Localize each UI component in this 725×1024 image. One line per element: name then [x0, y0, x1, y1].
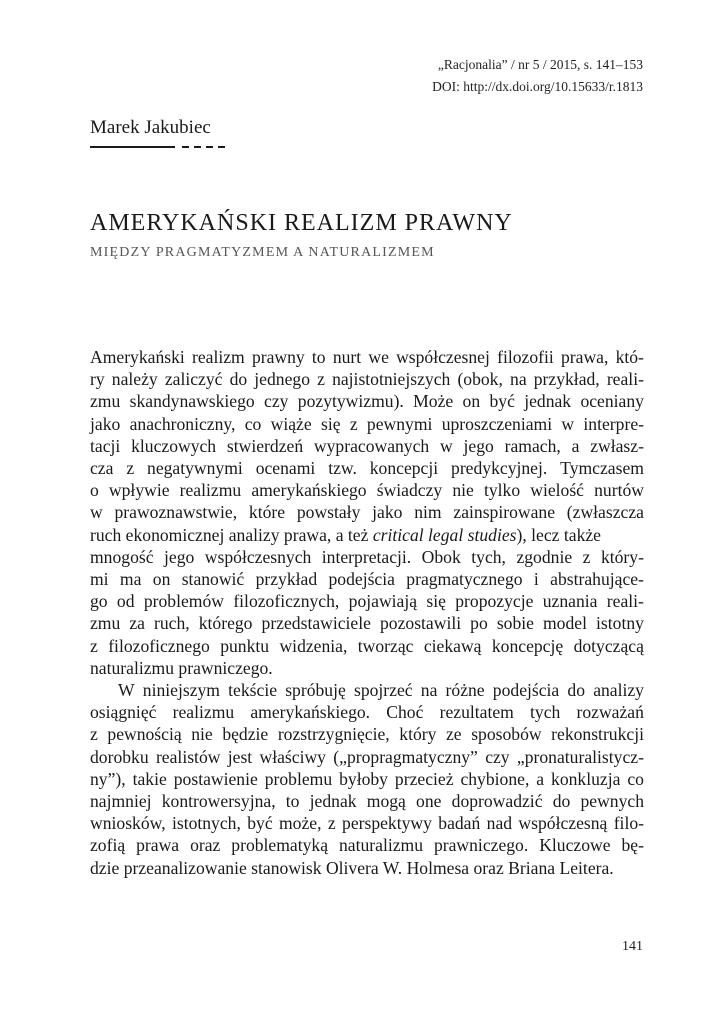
word: to	[285, 791, 300, 812]
word: filozofii	[497, 347, 554, 367]
body-line	[90, 746, 644, 768]
word: do	[229, 369, 248, 390]
word: wpływie	[108, 480, 170, 501]
word: który-	[600, 546, 644, 567]
word: filozoficznego	[108, 635, 210, 656]
word: jest	[227, 746, 253, 767]
word: kontrowersyjna,	[161, 791, 276, 812]
article-title: AMERYKAŃSKI REALIZM PRAWNY	[90, 210, 513, 236]
article-body	[90, 346, 644, 879]
word: jednak	[309, 791, 357, 812]
word: na	[420, 680, 438, 701]
word: punktu	[220, 635, 270, 656]
word: najmniej	[90, 791, 152, 812]
article-subtitle: MIĘDZY PRAGMATYZMEM A NATURALIZMEM	[90, 245, 435, 260]
word: problemu	[264, 768, 333, 789]
word: Może	[413, 391, 454, 412]
word: różne	[445, 680, 485, 701]
body-line	[90, 723, 644, 745]
body-line	[90, 812, 644, 834]
word: świadczy	[376, 480, 443, 501]
rule-solid	[90, 146, 175, 148]
word: widzenia,	[279, 635, 348, 656]
word: dorobku	[90, 746, 149, 767]
rule-dash	[218, 146, 225, 148]
word: nad	[486, 813, 513, 834]
word: nie	[452, 480, 474, 501]
body-line	[90, 768, 644, 790]
word: jako	[90, 413, 121, 434]
word: może,	[278, 813, 322, 834]
body-line	[90, 612, 644, 634]
word: mnogość	[90, 546, 154, 567]
word: być	[247, 813, 273, 834]
word: w	[90, 502, 103, 523]
page-number: 141	[622, 939, 643, 954]
word: (zwłaszcza	[566, 502, 644, 523]
word: Kluczowe	[539, 835, 611, 856]
word: pewnością	[107, 724, 182, 745]
word: ocenami	[255, 458, 316, 479]
word: zmu	[90, 391, 121, 412]
word: wiąże	[270, 413, 312, 434]
body-line	[90, 479, 644, 501]
body-line	[90, 568, 644, 590]
word: tekście	[228, 680, 278, 701]
body-line	[90, 834, 644, 856]
body-line	[90, 435, 644, 457]
word: tych	[530, 702, 561, 723]
word: stanowić	[181, 569, 245, 590]
word: należy	[111, 369, 158, 390]
body-text: ), lecz także	[516, 524, 601, 545]
word: podejścia	[328, 569, 395, 590]
word: perspektywy	[342, 813, 432, 834]
word: tylko	[483, 480, 521, 501]
word: doprowadzić	[451, 791, 543, 812]
word: koncepcji	[369, 458, 439, 479]
word: predykcyjnej.	[451, 458, 548, 479]
word: czy	[264, 391, 289, 412]
word: cza	[90, 458, 114, 479]
word: on	[462, 391, 481, 412]
word: realistów	[155, 746, 221, 767]
word: współczesną	[518, 813, 608, 834]
word: tworząc	[357, 635, 414, 656]
body-text: ruch ekonomicznej analizy prawa, a też	[90, 524, 373, 545]
word: istotny	[596, 613, 644, 634]
word: pewnych	[580, 791, 644, 812]
word: mi	[90, 569, 109, 590]
word: wielość	[530, 480, 584, 501]
word: wniosków,	[90, 813, 166, 834]
word: realizmu	[172, 702, 235, 723]
word: z	[349, 413, 358, 434]
word: współczesnych	[204, 546, 312, 567]
word: z	[126, 458, 135, 479]
word: a	[536, 768, 545, 789]
word: abstrahujące-	[550, 569, 644, 590]
citation-header	[432, 54, 643, 98]
word: uznania	[542, 591, 598, 612]
word: filozoficznych,	[233, 591, 340, 612]
word: sobie	[496, 613, 534, 634]
word: reali-	[606, 369, 644, 390]
word: które	[248, 502, 286, 523]
body-line	[90, 635, 644, 657]
word: badań	[438, 813, 481, 834]
word: oraz	[190, 835, 221, 856]
word: a	[571, 435, 580, 456]
word: problematyką	[231, 835, 329, 856]
word: realizmu	[179, 480, 242, 501]
word: „pronaturalistycz-	[516, 746, 644, 767]
word: reali-	[606, 591, 644, 612]
word: jednego	[254, 369, 310, 390]
word: pewnymi	[366, 413, 433, 434]
word: zmu	[90, 613, 121, 634]
rule-dash	[206, 146, 213, 148]
word: osiągnięć	[90, 702, 157, 723]
word: podejścia	[492, 680, 560, 701]
word: ze	[445, 724, 462, 745]
word: interpre-	[583, 413, 644, 434]
word: się	[426, 591, 446, 612]
body-line	[90, 790, 644, 812]
body-line	[90, 501, 644, 523]
word: amerykańskiego.	[250, 702, 371, 723]
word: do	[552, 791, 571, 812]
word: o	[90, 480, 99, 501]
doi-line: DOI: http://dx.doi.org/10.15633/r.1813	[432, 79, 643, 94]
word: anachroniczny,	[129, 413, 236, 434]
word: dotyczącą	[573, 635, 644, 656]
word: za	[129, 613, 145, 634]
word: we	[368, 347, 389, 367]
word: którego	[198, 613, 253, 634]
body-line	[90, 413, 644, 435]
word: rezultatem	[439, 702, 514, 723]
word: w	[561, 413, 575, 434]
word: Amerykański	[90, 347, 185, 367]
word: prawa,	[560, 347, 609, 367]
word: interpretacji.	[321, 546, 412, 567]
word: (obok,	[457, 369, 503, 390]
word: spróbuję	[285, 680, 346, 701]
word: koncepcję	[491, 635, 564, 656]
body-line: dzie przeanalizowanie stanowisk Olivera W. Holmesa oraz Briana Leitera.	[90, 857, 614, 878]
word: nie	[191, 724, 213, 745]
word: Choć	[386, 702, 424, 723]
word: się	[320, 413, 341, 434]
body-line	[90, 679, 644, 701]
word: po	[470, 613, 488, 634]
word: jego	[463, 435, 494, 456]
word: do	[567, 680, 586, 701]
word: Tymczasem	[560, 458, 644, 479]
word: z	[582, 546, 591, 567]
word: analizy	[593, 680, 644, 701]
word: takie	[132, 768, 167, 789]
word: ry	[90, 369, 105, 390]
word: konkluzja	[551, 768, 621, 789]
word: bę-	[621, 835, 644, 856]
word: ciekawą	[423, 635, 482, 656]
word: co	[627, 768, 644, 789]
body-line	[90, 390, 644, 412]
word: z	[90, 724, 98, 745]
word: realizm	[192, 347, 245, 367]
word: ma	[119, 569, 142, 590]
word: z	[90, 635, 98, 656]
word: najistotniejszych	[332, 369, 451, 390]
word: z	[317, 369, 325, 390]
word: przedstawiciele	[261, 613, 371, 634]
word: („propragmatyczny”	[333, 746, 478, 767]
word: przecież	[394, 768, 454, 789]
word: przykład	[255, 569, 318, 590]
word: ruch,	[154, 613, 190, 634]
word: być	[489, 391, 515, 412]
body-line	[90, 546, 644, 568]
italic-term: critical legal studies	[372, 524, 517, 545]
word: prawny	[251, 347, 305, 367]
word: pozostawili	[380, 613, 462, 634]
word: postawienie	[173, 768, 258, 789]
word: niniejszym	[142, 680, 220, 701]
word: go	[90, 591, 108, 612]
word: w	[440, 435, 453, 456]
rule-dash	[194, 146, 201, 148]
author-rule	[90, 146, 228, 148]
body-line-mixed	[90, 524, 644, 546]
body-line	[90, 457, 644, 479]
word: W	[118, 680, 135, 701]
word: filo-	[613, 813, 644, 834]
word: nurtów	[594, 480, 644, 501]
word: pozytywizmu).	[297, 391, 404, 412]
word: na	[510, 369, 527, 390]
word: skandynawskiego	[129, 391, 255, 412]
word: zaliczyć	[164, 369, 223, 390]
word: stwierdzeń	[226, 435, 304, 456]
word: i	[533, 569, 539, 590]
word: właściwy	[259, 746, 326, 767]
word: czy	[485, 746, 510, 767]
word: zgodnie	[516, 546, 573, 567]
word: one	[416, 791, 442, 812]
word: istotnych,	[171, 813, 241, 834]
word: któ-	[615, 347, 644, 367]
word: rozważań	[576, 702, 644, 723]
word: jednak	[524, 391, 572, 412]
word: byłoby	[339, 768, 388, 789]
word: pojawiają	[348, 591, 418, 612]
word: sposobów	[471, 724, 542, 745]
word: ramach,	[504, 435, 561, 456]
word: jego	[164, 546, 195, 567]
word: tacji	[90, 435, 121, 456]
word: powstały	[296, 502, 361, 523]
word: spojrzeć	[353, 680, 413, 701]
word: prawniczego.	[433, 835, 529, 856]
rule-dash	[182, 146, 189, 148]
word: tych,	[471, 546, 506, 567]
word: co	[244, 413, 262, 434]
word: amerykańskiego	[251, 480, 367, 501]
word: który	[399, 724, 437, 745]
word: uproszczeniami	[441, 413, 553, 434]
word: nurt	[332, 347, 362, 367]
word: od	[116, 591, 135, 612]
word: prawa	[136, 835, 180, 856]
word: jako	[372, 502, 403, 523]
word: rozstrzygnięcie,	[277, 724, 390, 745]
author-name: Marek Jakubiec	[90, 117, 211, 138]
word: zainspirowane	[453, 502, 556, 523]
word: tzw.	[328, 458, 357, 479]
journal-citation: „Racjonalia” / nr 5 / 2015, s. 141–153	[437, 57, 643, 72]
body-line: naturalizmu prawniczego.	[90, 657, 273, 678]
word: negatywnymi	[147, 458, 243, 479]
word: kluczowych	[131, 435, 217, 456]
word: zwłasz-	[590, 435, 644, 456]
word: będzie	[222, 724, 269, 745]
word: model	[543, 613, 587, 634]
word: problemów	[143, 591, 224, 612]
word: nim	[414, 502, 442, 523]
word: wypracowanych	[313, 435, 430, 456]
body-line	[90, 701, 644, 723]
word: naturalizmu	[338, 835, 424, 856]
word: współczesnej	[396, 347, 490, 367]
word: zofią	[90, 835, 126, 856]
word: prawoznawstwie,	[114, 502, 238, 523]
body-line	[90, 368, 644, 390]
word: ny”),	[90, 768, 126, 789]
word: propozycje	[455, 591, 534, 612]
word: Obok	[421, 546, 461, 567]
word: rekonstrukcji	[551, 724, 644, 745]
word: oceniany	[580, 391, 644, 412]
body-line	[90, 346, 644, 368]
word: mogą	[366, 791, 406, 812]
word: z	[327, 813, 336, 834]
word: to	[311, 347, 326, 367]
word: pragmatycznego	[406, 569, 523, 590]
body-line	[90, 590, 644, 612]
word: chybione,	[460, 768, 530, 789]
word: on	[152, 569, 171, 590]
word: przykład,	[533, 369, 600, 390]
